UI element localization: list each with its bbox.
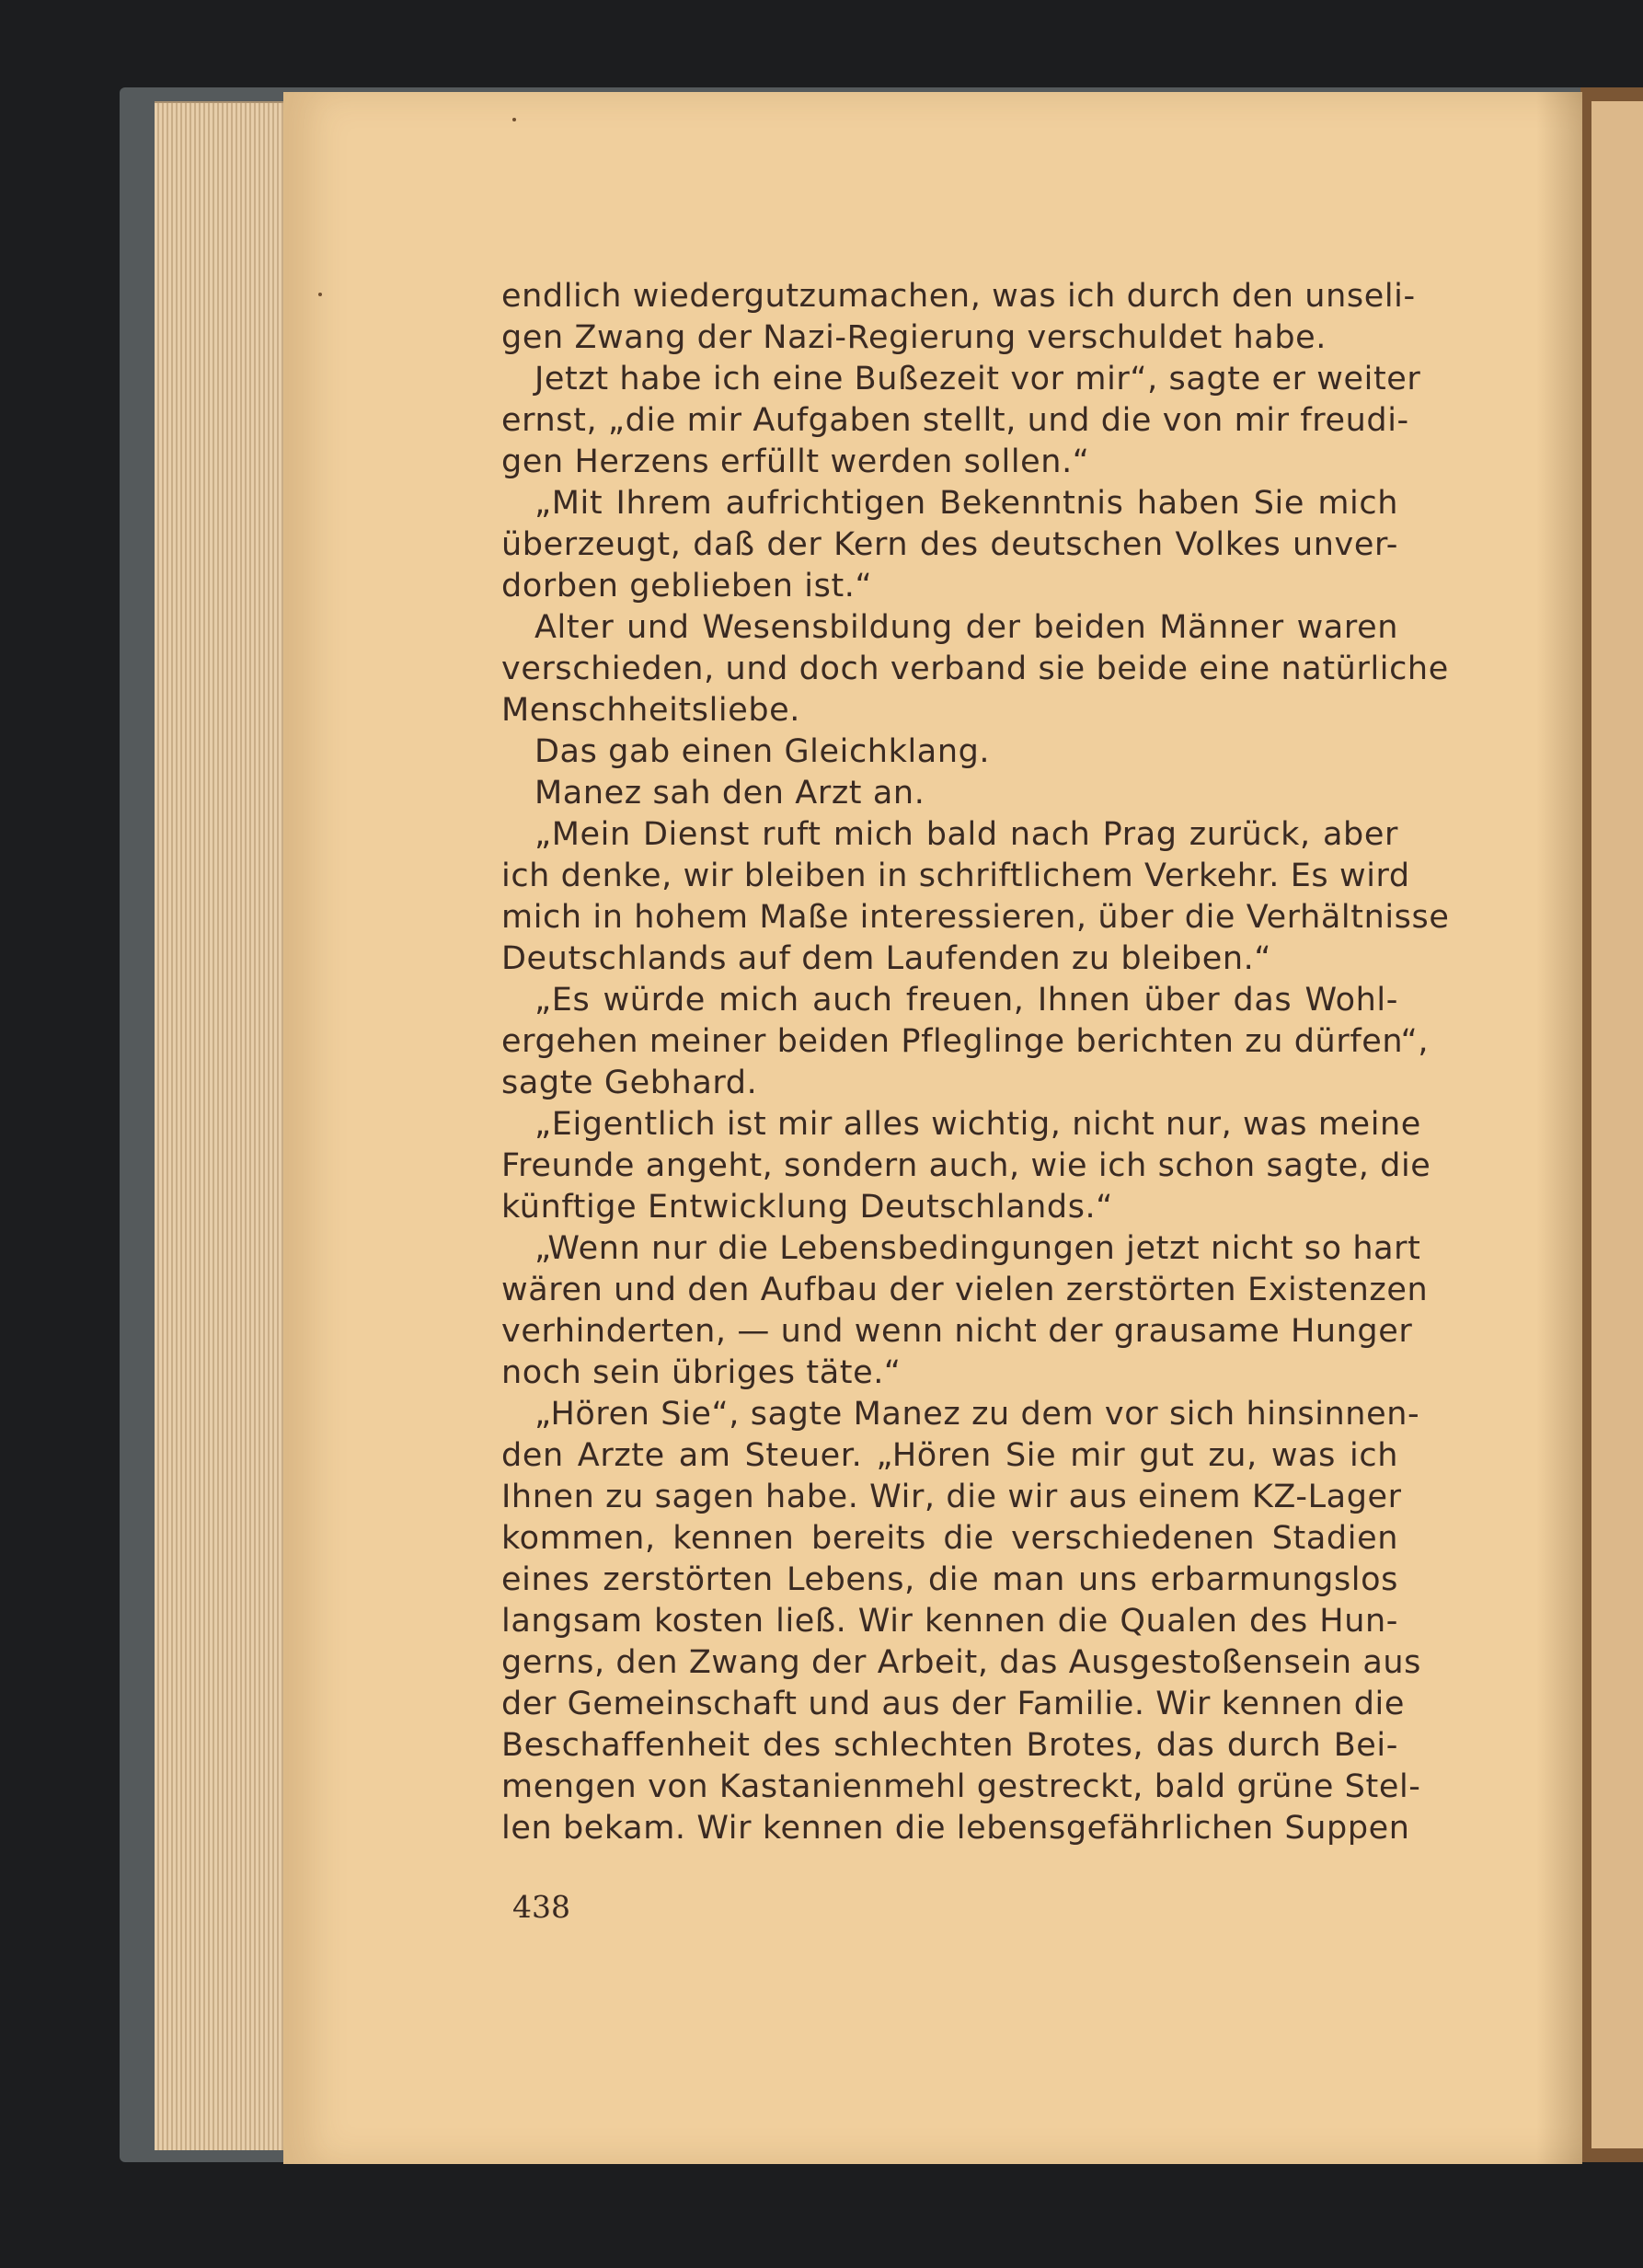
text-line: Manez sah den Arzt an.	[534, 775, 925, 812]
text-line: überzeugt, daß der Kern des deutschen Volkes unver-	[501, 526, 1398, 563]
text-line: Freunde angeht, sondern auch, wie ich schon sagte, die	[501, 1147, 1431, 1184]
text-line: sagte Gebhard.	[501, 1065, 758, 1101]
text-line: „Mit Ihrem aufrichtigen Bekenntnis haben Sie mich	[534, 485, 1398, 522]
text-line: Das gab einen Gleichklang.	[534, 733, 991, 770]
text-line: noch sein übriges täte.“	[501, 1354, 902, 1391]
text-line: mengen von Kastanienmehl gestreckt, bald grüne Stel-	[501, 1768, 1421, 1805]
text-line: langsam kosten ließ. Wir kennen die Qualen des Hun-	[501, 1603, 1398, 1640]
body-text	[501, 276, 1450, 1849]
text-line: gen Zwang der Nazi-Regierung verschuldet habe.	[501, 319, 1327, 356]
text-line: endlich wiedergutzumachen, was ich durch den unseli-	[501, 278, 1416, 315]
text-line: dorben geblieben ist.“	[501, 568, 873, 604]
text-line: Alter und Wesensbildung der beiden Männer waren	[534, 609, 1398, 646]
text-line: kommen, kennen bereits die verschiedenen Stadien	[501, 1520, 1398, 1557]
text-line: künftige Entwicklung Deutschlands.“	[501, 1189, 1114, 1226]
text-line: verhinderten, — und wenn nicht der grausame Hunger	[501, 1313, 1413, 1350]
text-line: Beschaffenheit des schlechten Brotes, das durch Bei-	[501, 1727, 1398, 1764]
text-line: Jetzt habe ich eine Bußezeit vor mir“, sagte er weiter	[534, 361, 1421, 397]
paper-speck	[512, 118, 516, 121]
text-line: gen Herzens erfüllt werden sollen.“	[501, 443, 1090, 480]
text-line: mich in hohem Maße interessieren, über die Verhältnisse	[501, 899, 1450, 936]
text-line: ergehen meiner beiden Pfleglinge berichten zu dürfen“,	[501, 1023, 1430, 1060]
text-line: den Arzte am Steuer. „Hören Sie mir gut zu, was ich	[501, 1437, 1398, 1474]
text-line: ernst, „die mir Aufgaben stellt, und die von mir freudi-	[501, 402, 1409, 439]
text-line: „Wenn nur die Lebensbedingungen jetzt nicht so hart	[534, 1230, 1421, 1267]
text-line: „Hören Sie“, sagte Manez zu dem vor sich hinsinnen-	[534, 1396, 1420, 1433]
paper-speck	[318, 293, 322, 296]
text-line: gerns, den Zwang der Arbeit, das Ausgestoßensein aus	[501, 1644, 1422, 1681]
text-line: „Eigentlich ist mir alles wichtig, nicht nur, was meine	[534, 1106, 1421, 1143]
text-line: verschieden, und doch verband sie beide eine natürliche	[501, 650, 1449, 687]
text-line: ich denke, wir bleiben in schriftlichem Verkehr. Es wird	[501, 858, 1410, 894]
right-page-edge	[1591, 101, 1643, 2148]
text-line: „Es würde mich auch freuen, Ihnen über das Wohl-	[534, 982, 1398, 1019]
text-line: eines zerstörten Lebens, die man uns erbarmungslos	[501, 1561, 1398, 1598]
text-line: Ihnen zu sagen habe. Wir, die wir aus einem KZ-Lager	[501, 1479, 1402, 1515]
text-line: Menschheitsliebe.	[501, 692, 801, 729]
text-line: der Gemeinschaft und aus der Familie. Wir kennen die	[501, 1686, 1406, 1722]
page-number: 438	[512, 1889, 570, 1925]
text-line: Deutschlands auf dem Laufenden zu bleiben.“	[501, 940, 1272, 977]
text-line: „Mein Dienst ruft mich bald nach Prag zurück, aber	[534, 816, 1398, 853]
text-line: len bekam. Wir kennen die lebensgefährlichen Suppen	[501, 1810, 1410, 1847]
text-line: wären und den Aufbau der vielen zerstörten Existenzen	[501, 1272, 1429, 1308]
